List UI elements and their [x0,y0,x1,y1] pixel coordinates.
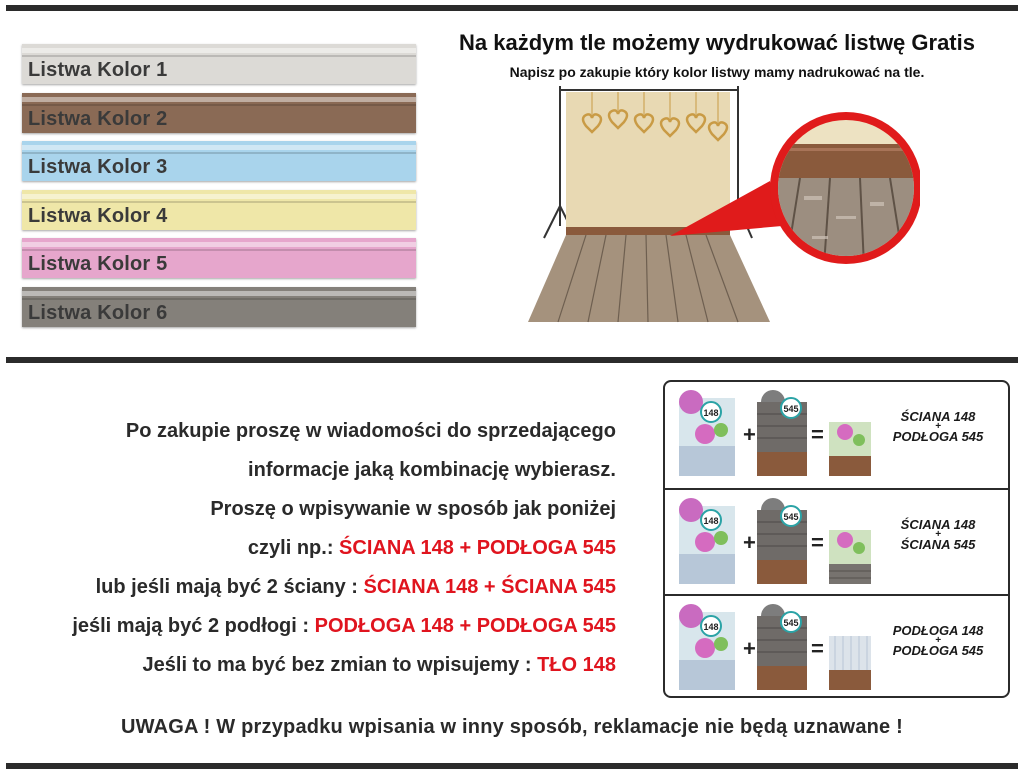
svg-text:148: 148 [703,408,719,418]
svg-text:+: + [743,530,756,555]
listwa-swatch-label: Listwa Kolor 5 [28,253,168,275]
warning-text: UWAGA ! W przypadku wpisania w inny sposób, reklamacje nie będą uznawane ! [121,716,903,738]
listwa-swatch-label: Listwa Kolor 6 [28,301,168,324]
svg-text:545: 545 [783,512,799,522]
instruction-line: lub jeśli mają być 2 ściany : ŚCIANA 148 + ŚCIANA 545 [95,576,616,598]
listwa-swatch-label: Listwa Kolor 1 [28,59,168,81]
listwa-swatch-list [22,44,416,335]
instruction-line: Po zakupie proszę w wiadomości do sprzedającego [125,420,616,442]
listwa-swatch-6[interactable] [22,287,416,327]
listwa-swatch-4[interactable] [22,190,416,230]
instruction-line: Proszę o wpisywanie w sposób jak poniżej [210,498,616,520]
instruction-line: informacje jaką kombinację wybierasz. [248,459,616,481]
example-caption: PODŁOGA 148 + PODŁOGA 545 [892,623,984,658]
svg-text:=: = [811,530,824,555]
instruction-line: jeśli mają być 2 podłogi : PODŁOGA 148 + PODŁOGA 545 [72,615,616,637]
page-title: Na każdym tle możemy wydrukować listwę Gratis [459,30,975,55]
svg-text:545: 545 [783,404,799,414]
listwa-swatch-label: Listwa Kolor 3 [28,156,168,178]
combination-examples [663,380,1010,698]
listwa-swatch-3[interactable] [22,141,416,181]
bottom-divider [6,763,1018,769]
example-row [665,382,1008,486]
example-combination-icon [675,388,875,480]
svg-text:=: = [811,422,824,447]
example-row [665,594,1008,698]
middle-divider [6,357,1018,363]
svg-text:+: + [743,636,756,661]
instruction-line: czyli np.: ŚCIANA 148 + PODŁOGA 545 [247,537,616,559]
svg-text:148: 148 [703,622,719,632]
svg-text:+: + [743,422,756,447]
example-row [665,488,1008,592]
listwa-swatch-1[interactable] [22,44,416,84]
backdrop-illustration [520,86,920,331]
listwa-swatch-label: Listwa Kolor 4 [28,204,168,227]
top-divider [6,5,1018,11]
svg-text:=: = [811,636,824,661]
instructions-block [20,412,616,685]
instruction-line: Jeśli to ma być bez zmian to wpisujemy : TŁO 148 [142,654,616,676]
svg-text:545: 545 [783,618,799,628]
listwa-swatch-label: Listwa Kolor 2 [28,107,168,130]
listwa-swatch-5[interactable] [22,238,416,278]
listwa-swatch-2[interactable] [22,93,416,133]
page-subtitle: Napisz po zakupie który kolor listwy mamy nadrukować na tle. [509,64,925,80]
backdrop-wall [566,92,730,227]
example-caption: ŚCIANA 148 + PODŁOGA 545 [892,409,984,444]
svg-text:148: 148 [703,516,719,526]
example-combination-icon [675,496,875,588]
example-combination-icon [675,602,875,694]
example-caption: ŚCIANA 148 + ŚCIANA 545 [900,517,976,552]
